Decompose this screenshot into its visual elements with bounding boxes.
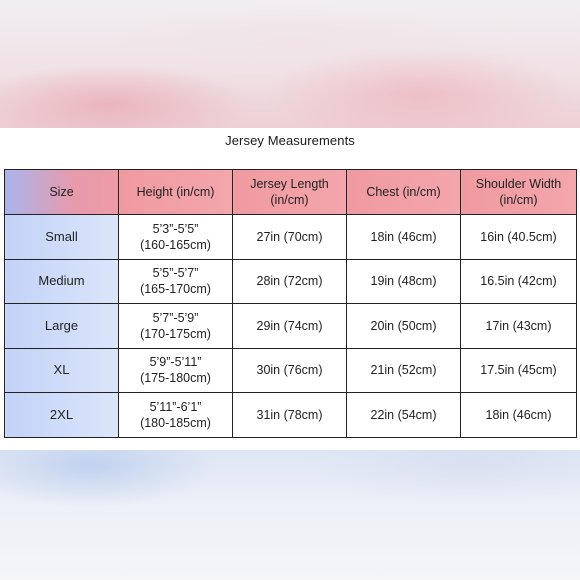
height-cell: 5’5”-5’7” (165-170cm) (119, 259, 233, 304)
chest-cell: 22in (54cm) (347, 393, 461, 438)
shoulder-width-cell: 16.5in (42cm) (461, 259, 577, 304)
shoulder-width-cell: 17in (43cm) (461, 304, 577, 349)
blurred-background-bottom (0, 450, 580, 580)
blurred-background-top (0, 0, 580, 128)
shoulder-width-cell: 18in (46cm) (461, 393, 577, 438)
chart-title: Jersey Measurements (225, 133, 355, 148)
shoulder-width-cell: 16in (40.5cm) (461, 215, 577, 260)
chest-cell: 19in (48cm) (347, 259, 461, 304)
jersey-length-cell: 31in (78cm) (233, 393, 347, 438)
header-row (5, 170, 577, 215)
size-cell: Large (5, 304, 119, 349)
height-cell: 5’7”-5’9” (170-175cm) (119, 304, 233, 349)
jersey-length-cell: 27in (70cm) (233, 215, 347, 260)
table-row (5, 259, 577, 304)
header-height: Height (in/cm) (119, 170, 233, 215)
size-cell: XL (5, 348, 119, 393)
chest-cell: 20in (50cm) (347, 304, 461, 349)
jersey-length-cell: 28in (72cm) (233, 259, 347, 304)
chest-cell: 18in (46cm) (347, 215, 461, 260)
header-size: Size (5, 170, 119, 215)
size-cell: Medium (5, 259, 119, 304)
table-row (5, 393, 577, 438)
jersey-length-cell: 29in (74cm) (233, 304, 347, 349)
table-row (5, 348, 577, 393)
size-cell: 2XL (5, 393, 119, 438)
header-chest: Chest (in/cm) (347, 170, 461, 215)
shoulder-width-cell: 17.5in (45cm) (461, 348, 577, 393)
table-row (5, 304, 577, 349)
height-cell: 5’9”-5’11” (175-180cm) (119, 348, 233, 393)
header-jersey-length: Jersey Length (in/cm) (233, 170, 347, 215)
jersey-length-cell: 30in (76cm) (233, 348, 347, 393)
height-cell: 5’11”-6’1” (180-185cm) (119, 393, 233, 438)
chest-cell: 21in (52cm) (347, 348, 461, 393)
size-cell: Small (5, 215, 119, 260)
height-cell: 5’3”-5’5” (160-165cm) (119, 215, 233, 260)
measurements-table (4, 169, 577, 438)
header-shoulder-width: Shoulder Width (in/cm) (461, 170, 577, 215)
table-row (5, 215, 577, 260)
